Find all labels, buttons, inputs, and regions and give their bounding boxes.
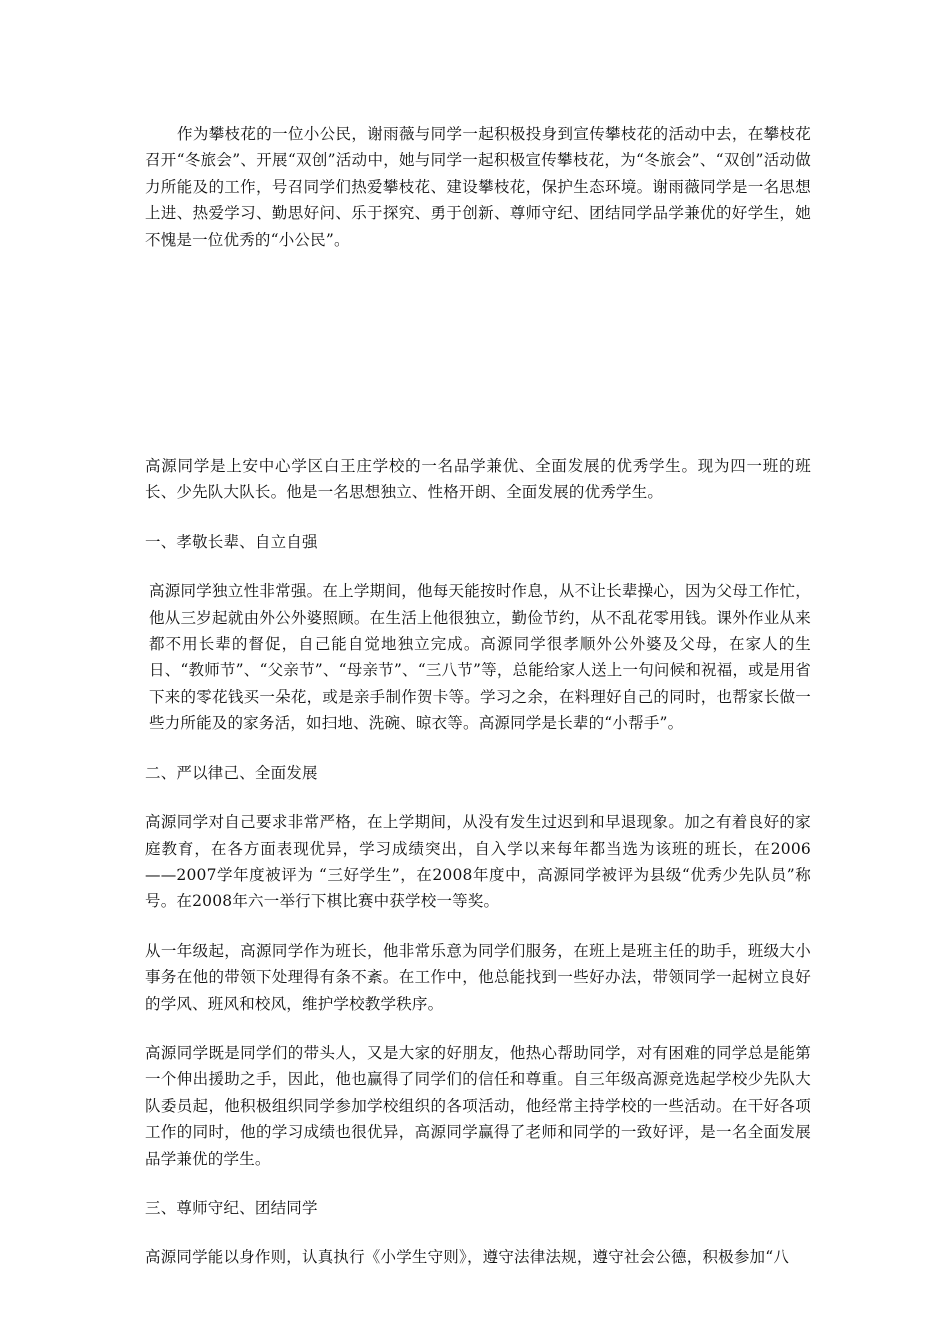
paragraph-self-discipline: 高源同学对自己要求非常严格，在上学期间，从没有发生过迟到和早退现象。加之有着良好的家庭教育，在各方面表现优异，学习成绩突出，自入学以来每年都当选为该班的班长，在2006——2007学年度被评为 “三好学生”，在2008年度中，高源同学被评为县级“优秀少先队员”称号。在2008年六一举行下棋比赛中获学校一等奖。 [145, 813, 811, 911]
section-heading-2: 二、严以律己、全面发展 [145, 763, 318, 782]
blank-space [145, 253, 811, 453]
paragraph-xie-yuwei: 作为攀枝花的一位小公民，谢雨薇与同学一起积极投身到宣传攀枝花的活动中去，在攀枝花召开“冬旅会”、开展“双创”活动中，她与同学一起积极宣传攀枝花，为“冬旅会”、“双创”活动做力所能及的工作，号召同学们热爱攀枝花、建设攀枝花，保护生态环境。谢雨薇同学是一名思想上进、热爱学习、勤思好问、乐于探究、勇于创新、尊师守纪、团结同学品学兼优的好学生，她不愧是一位优秀的“小公民”。 [145, 125, 811, 249]
paragraph-class-monitor: 从一年级起，高源同学作为班长，他非常乐意为同学们服务，在班上是班主任的助手，班级大小事务在他的带领下处理得有条不紊。在工作中，他总能找到一些好办法，带领同学一起树立良好的学风、班风和校风，维护学校教学秩序。 [145, 941, 811, 1013]
document-body [145, 121, 811, 1271]
section-heading-1: 一、孝敬长辈、自立自强 [145, 532, 318, 551]
paragraph-independence: 高源同学独立性非常强。在上学期间，他每天能按时作息，从不让长辈操心，因为父母工作忙，他从三岁起就由外公外婆照顾。在生活上他很独立，勤俭节约，从不乱花零用钱。课外作业从来都不用长辈的督促，自己能自觉地独立完成。高源同学很孝顺外公外婆及父母，在家人的生日、“教师节”、“父亲节”、“母亲节”、“三八节”等，总能给家人送上一句问候和祝福，或是用省下来的零花钱买一朵花，或是亲手制作贺卡等。学习之余，在料理好自己的同时，也帮家长做一些力所能及的家务活，如扫地、洗碗、晾衣等。高源同学是长辈的“小帮手”。 [149, 582, 811, 733]
paragraph-gao-yuan-intro: 高源同学是上安中心学区白王庄学校的一名品学兼优、全面发展的优秀学生。现为四一班的班长、少先队大队长。他是一名思想独立、性格开朗、全面发展的优秀学生。 [145, 457, 811, 502]
section-heading-3: 三、尊师守纪、团结同学 [145, 1198, 318, 1217]
paragraph-helping-classmates: 高源同学既是同学们的带头人，又是大家的好朋友，他热心帮助同学，对有困难的同学总是能第一个伸出援助之手，因此，他也赢得了同学们的信任和尊重。自三年级高源竞选起学校少先队大队委员起，他积极组织同学参加学校组织的各项活动，他经常主持学校的一些活动。在干好各项工作的同时，他的学习成绩也很优异，高源同学赢得了老师和同学的一致好评，是一名全面发展品学兼优的学生。 [145, 1043, 811, 1168]
paragraph-rules: 高源同学能以身作则，认真执行《小学生守则》，遵守法律法规，遵守社会公德，积极参加“八 [145, 1248, 790, 1267]
